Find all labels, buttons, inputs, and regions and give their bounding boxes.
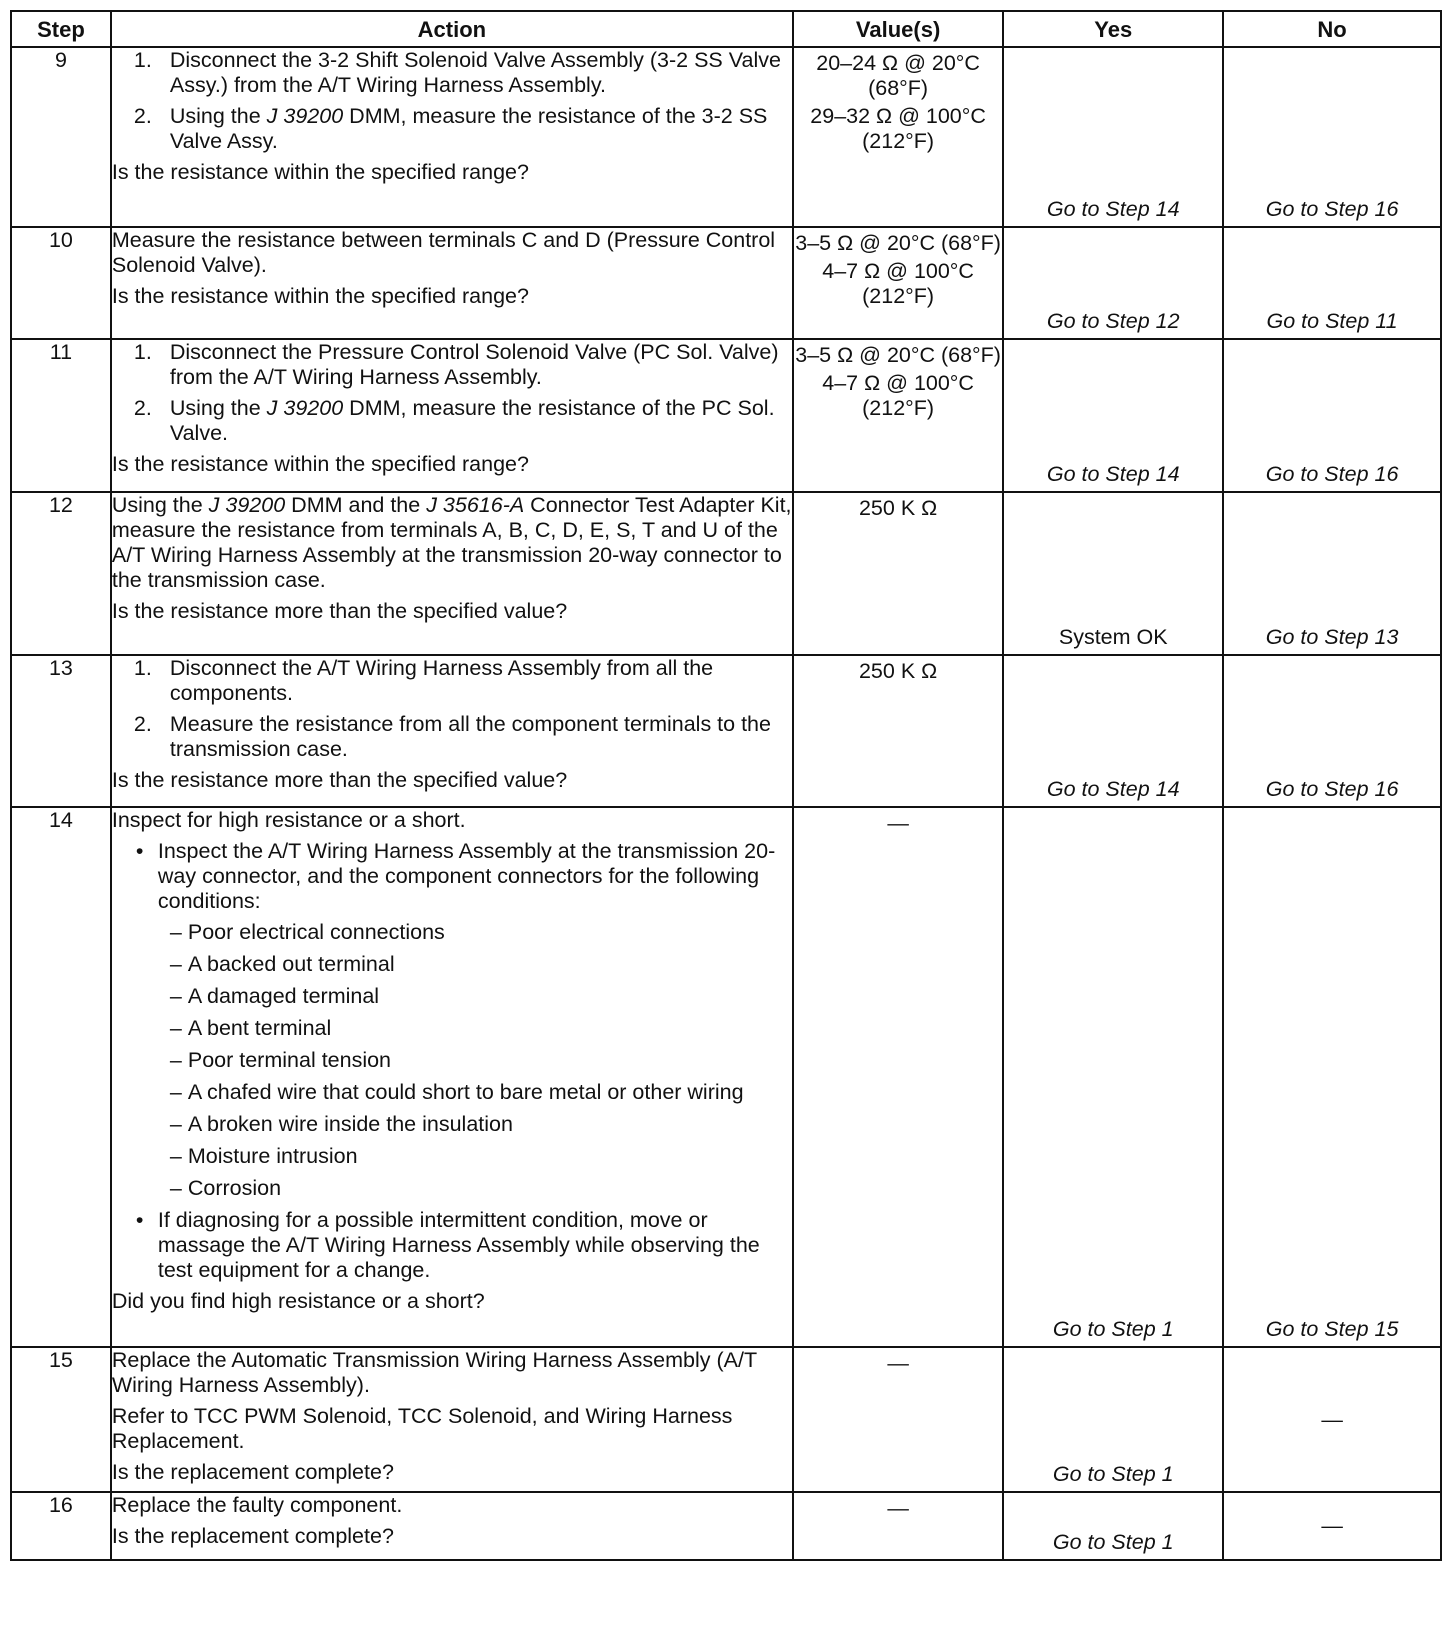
- no-cell: [1223, 47, 1441, 227]
- action-step: 2. Using the J 39200 DMM, measure the resistance of the PC Sol. Valve.: [133, 396, 775, 445]
- action-cell: [111, 1347, 793, 1492]
- value-cell: [793, 1347, 1003, 1492]
- yes-cell: [1003, 227, 1223, 339]
- yes-outcome: Go to Step 1: [1052, 1317, 1174, 1341]
- condition-item: – Moisture intrusion: [169, 1144, 358, 1168]
- no-cell: [1223, 227, 1441, 339]
- action-cell: [111, 339, 793, 492]
- no-outcome: Go to Step 16: [1265, 462, 1399, 486]
- no-cell: [1223, 807, 1441, 1347]
- value-spec: 29–32 Ω @ 100°C (212°F): [810, 104, 986, 153]
- action-question: Is the resistance within the specified range?: [111, 160, 529, 184]
- action-question: Is the replacement complete?: [111, 1460, 394, 1484]
- no-cell: [1223, 1492, 1441, 1560]
- action-question: Did you find high resistance or a short?: [111, 1289, 485, 1313]
- header-yes: Yes: [1003, 11, 1223, 47]
- yes-outcome: Go to Step 12: [1046, 309, 1180, 333]
- diagnostic-table: [10, 10, 1442, 1561]
- action-step: 1. Disconnect the Pressure Control Solenoid Valve (PC Sol. Valve) from the A/T Wiring Harness Assembly.: [133, 340, 779, 389]
- table-row: [11, 807, 1441, 1347]
- condition-item: – A damaged terminal: [169, 984, 380, 1008]
- step-number: 16: [11, 1492, 111, 1560]
- yes-cell: [1003, 1492, 1223, 1560]
- action-text: Inspect for high resistance or a short.: [111, 808, 466, 832]
- yes-outcome: Go to Step 1: [1052, 1530, 1174, 1554]
- action-steps: [112, 340, 792, 446]
- header-row: [11, 11, 1441, 47]
- table-row: [11, 227, 1441, 339]
- no-cell: [1223, 339, 1441, 492]
- no-cell: [1223, 492, 1441, 655]
- tool-reference: J 39200: [266, 396, 344, 420]
- value-cell: [793, 492, 1003, 655]
- header-values: Value(s): [793, 11, 1003, 47]
- step-number: 14: [11, 807, 111, 1347]
- yes-outcome: System OK: [1058, 625, 1168, 649]
- no-outcome: Go to Step 13: [1265, 625, 1399, 649]
- table-row: [11, 1492, 1441, 1560]
- action-text: Replace the Automatic Transmission Wiring Harness Assembly (A/T Wiring Harness Assembly).: [111, 1348, 757, 1397]
- value-spec: 20–24 Ω @ 20°C (68°F): [816, 51, 980, 100]
- yes-outcome: Go to Step 14: [1046, 777, 1180, 801]
- action-steps: [112, 656, 792, 762]
- no-outcome: Go to Step 15: [1265, 1317, 1399, 1341]
- action-cell: [111, 807, 793, 1347]
- value-cell: [793, 227, 1003, 339]
- condition-item: – Poor electrical connections: [169, 920, 445, 944]
- no-outcome: Go to Step 16: [1265, 197, 1399, 221]
- action-cell: [111, 47, 793, 227]
- no-outcome: —: [1321, 1513, 1343, 1538]
- value-cell: [793, 807, 1003, 1347]
- action-cell: [111, 227, 793, 339]
- table-row: [11, 47, 1441, 227]
- value-spec: 4–7 Ω @ 100°C (212°F): [822, 371, 974, 420]
- action-step: 1. Disconnect the A/T Wiring Harness Assembly from all the components.: [133, 656, 714, 705]
- header-action: Action: [111, 11, 793, 47]
- no-outcome: Go to Step 11: [1266, 309, 1398, 333]
- tool-reference: J 35616-A: [426, 493, 525, 517]
- value-spec: 3–5 Ω @ 20°C (68°F): [795, 343, 1001, 367]
- value-spec: —: [887, 1496, 909, 1520]
- no-outcome: Go to Step 16: [1265, 777, 1399, 801]
- value-spec: —: [887, 1351, 909, 1375]
- yes-cell: [1003, 655, 1223, 807]
- no-cell: [1223, 1347, 1441, 1492]
- condition-item: – A backed out terminal: [169, 952, 395, 976]
- action-steps: [112, 48, 792, 154]
- yes-cell: [1003, 492, 1223, 655]
- step-number: 10: [11, 227, 111, 339]
- value-spec: 250 K Ω: [858, 659, 938, 683]
- action-text: Replace the faulty component.: [111, 1493, 403, 1517]
- condition-item: – A bent terminal: [169, 1016, 332, 1040]
- tool-reference: J 39200: [208, 493, 286, 517]
- value-spec: 3–5 Ω @ 20°C (68°F): [795, 231, 1001, 255]
- inspection-list: [112, 839, 792, 1283]
- diagnostic-page: [10, 10, 1442, 1561]
- yes-cell: [1003, 47, 1223, 227]
- action-cell: [111, 655, 793, 807]
- yes-outcome: Go to Step 14: [1046, 197, 1180, 221]
- action-step: 1. Disconnect the 3-2 Shift Solenoid Valve Assembly (3-2 SS Valve Assy.) from the A/T Wiring Harness Assembly.: [133, 48, 781, 97]
- header-no: No: [1223, 11, 1441, 47]
- yes-cell: [1003, 339, 1223, 492]
- action-text: Measure the resistance between terminals C and D (Pressure Control Solenoid Valve).: [111, 228, 776, 277]
- action-reference: Refer to TCC PWM Solenoid, TCC Solenoid, and Wiring Harness Replacement.: [111, 1404, 733, 1453]
- value-spec: 250 K Ω: [858, 496, 938, 520]
- step-number: 9: [11, 47, 111, 227]
- yes-outcome: Go to Step 1: [1052, 1462, 1174, 1486]
- step-number: 11: [11, 339, 111, 492]
- action-cell: [111, 1492, 793, 1560]
- value-spec: —: [887, 811, 909, 835]
- yes-outcome: Go to Step 14: [1046, 462, 1180, 486]
- step-number: 13: [11, 655, 111, 807]
- conditions-list: [158, 920, 792, 1201]
- action-cell: [111, 492, 793, 655]
- action-question: Is the resistance more than the specified value?: [111, 768, 568, 792]
- action-question: Is the replacement complete?: [111, 1524, 394, 1548]
- action-step: 2. Using the J 39200 DMM, measure the resistance of the 3-2 SS Valve Assy.: [133, 104, 768, 153]
- no-outcome: —: [1321, 1407, 1343, 1431]
- value-cell: [793, 339, 1003, 492]
- no-cell: [1223, 655, 1441, 807]
- action-question: Is the resistance within the specified range?: [111, 452, 529, 476]
- step-number: 15: [11, 1347, 111, 1492]
- condition-item: – A chafed wire that could short to bare metal or other wiring: [169, 1080, 744, 1104]
- action-question: Is the resistance more than the specified value?: [111, 599, 568, 623]
- condition-item: – Corrosion: [169, 1176, 282, 1200]
- action-step: 2. Measure the resistance from all the component terminals to the transmission case.: [133, 712, 771, 761]
- value-cell: [793, 655, 1003, 807]
- table-row: [11, 655, 1441, 807]
- table-row: [11, 1347, 1441, 1492]
- value-cell: [793, 47, 1003, 227]
- condition-item: – A broken wire inside the insulation: [169, 1112, 513, 1136]
- inspection-item: • If diagnosing for a possible intermittent condition, move or massage the A/T Wiring Harness Assembly while observing the test equipment for a change.: [135, 1208, 760, 1282]
- header-step: Step: [11, 11, 111, 47]
- inspection-item: • Inspect the A/T Wiring Harness Assembly at the transmission 20-way connector, and the component connectors for the following conditions: – Poor electrical connections – A backed out terminal – A damaged terminal – A bent terminal – Poor terminal tension – A chafed wire that could short to bare metal or other wiring – A broken wire inside the insulation – Moisture intrusion – Corrosion: [112, 839, 792, 1201]
- condition-item: – Poor terminal tension: [169, 1048, 392, 1072]
- table-row: [11, 492, 1441, 655]
- yes-cell: [1003, 1347, 1223, 1492]
- tool-reference: J 39200: [266, 104, 344, 128]
- action-question: Is the resistance within the specified range?: [111, 284, 529, 308]
- value-spec: 4–7 Ω @ 100°C (212°F): [822, 259, 974, 308]
- action-text: Using the J 39200 DMM and the J 35616-A Connector Test Adapter Kit, measure the resistance from terminals A, B, C, D, E, S, T and U of the A/T Wiring Harness Assembly at the transmission 20-way connector to the transmission case.: [111, 493, 792, 592]
- table-row: [11, 339, 1441, 492]
- value-cell: [793, 1492, 1003, 1560]
- yes-cell: [1003, 807, 1223, 1347]
- step-number: 12: [11, 492, 111, 655]
